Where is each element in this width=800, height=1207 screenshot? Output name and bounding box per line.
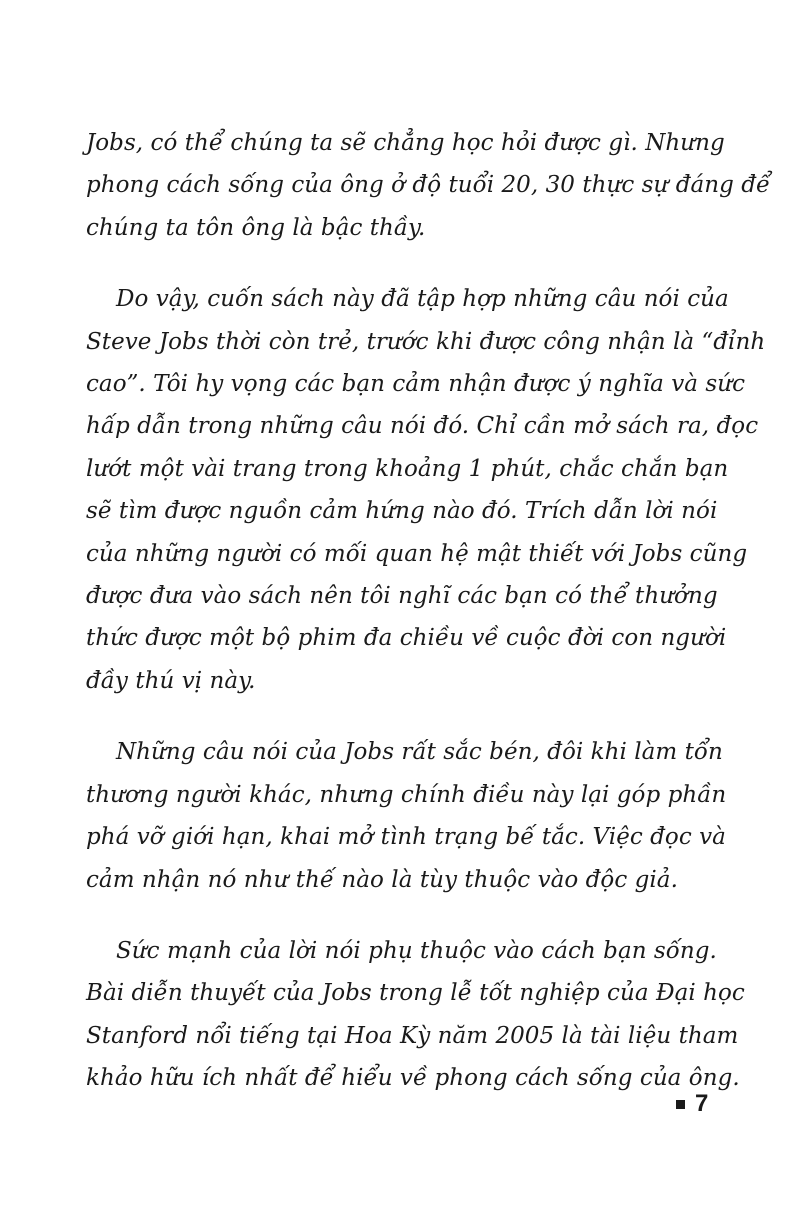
text-line: Do vậy, cuốn sách này đã tập hợp những câu nói của [116, 286, 729, 313]
text-line: Sức mạnh của lời nói phụ thuộc vào cách bạn sống. [116, 937, 717, 964]
text-line: phá vỡ giới hạn, khai mở tình trạng bế tắc. Việc đọc và [86, 824, 726, 851]
text-line: cao”. Tôi hy vọng các bạn cảm nhận được ý nghĩa và sức [86, 371, 746, 398]
page-number: 7 [695, 1090, 709, 1117]
body-text [86, 122, 771, 1100]
square-bullet-icon [676, 1100, 685, 1109]
text-line: sẽ tìm được nguồn cảm hứng nào đó. Trích dẫn lời nói [86, 498, 718, 525]
text-line: chúng ta tôn ông là bậc thầy. [86, 214, 426, 241]
text-line: Stanford nổi tiếng tại Hoa Kỳ năm 2005 là tài liệu tham [86, 1022, 739, 1049]
text-line: Jobs, có thể chúng ta sẽ chẳng học hỏi được gì. Nhưng [86, 130, 725, 156]
text-line: của những người có mối quan hệ mật thiết với Jobs cũng [86, 540, 748, 567]
text-line: hấp dẫn trong những câu nói đó. Chỉ cần mở sách ra, đọc [86, 413, 759, 440]
paragraph-4 [86, 930, 745, 1100]
text-line: Bài diễn thuyết của Jobs trong lễ tốt nghiệp của Đại học [86, 980, 745, 1007]
text-line: đầy thú vị này. [86, 667, 256, 694]
paragraph-1 [86, 122, 771, 249]
page-footer [676, 1090, 708, 1118]
text-line: thương người khác, nhưng chính điều này lại góp phần [86, 781, 727, 808]
text-line: cảm nhận nó như thế nào là tùy thuộc vào độc giả. [86, 866, 678, 893]
text-line: phong cách sống của ông ở độ tuổi 20, 30 thực sự đáng để [86, 172, 771, 199]
text-line: Steve Jobs thời còn trẻ, trước khi được công nhận là “đỉnh [86, 328, 766, 355]
paragraph-2 [86, 278, 766, 702]
text-line: lướt một vài trang trong khoảng 1 phút, chắc chắn bạn [86, 455, 729, 482]
text-line: thức được một bộ phim đa chiều về cuộc đời con người [86, 625, 727, 652]
text-line: khảo hữu ích nhất để hiểu về phong cách sống của ông. [86, 1065, 740, 1092]
text-line: được đưa vào sách nên tôi nghĩ các bạn có thể thưởng [86, 583, 718, 610]
paragraph-3 [86, 731, 727, 901]
text-line: Những câu nói của Jobs rất sắc bén, đôi khi làm tổn [116, 739, 723, 766]
